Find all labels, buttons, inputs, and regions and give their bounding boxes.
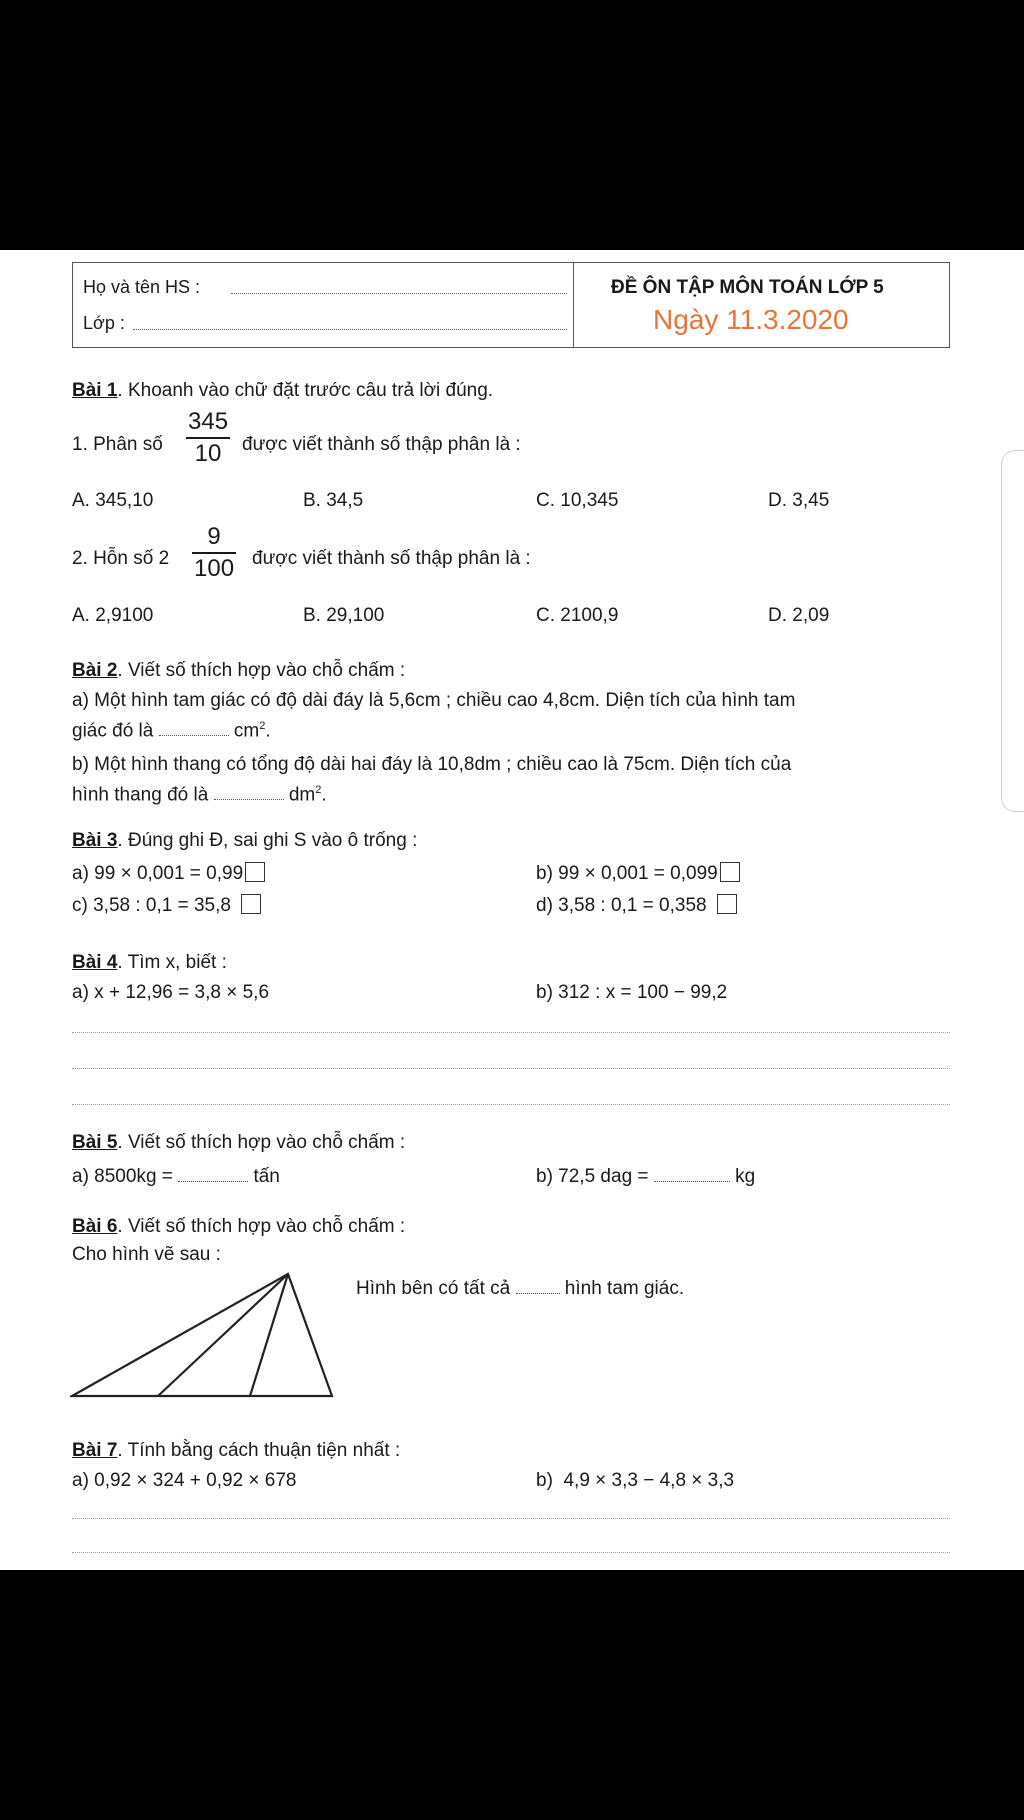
fraction-bar [186,437,230,439]
bai5-b [536,1166,755,1188]
bai1-q1-option-c[interactable]: C. 10,345 [536,490,619,511]
scroll-edge-handle[interactable] [1001,450,1024,812]
answer-box[interactable] [241,894,261,914]
bai1-q2-option-d[interactable]: D. 2,09 [768,605,830,626]
bai2-a-period: . [265,720,271,742]
bai5-b-unit: kg [735,1166,756,1187]
bai1-q2-fraction [192,523,236,583]
bai7-a: a) 0,92 × 324 + 0,92 × 678 [72,1470,297,1491]
bai2-b-unit: dm [288,784,316,806]
bai1-q2-prefix: 2. Hỗn số 2 [72,548,170,569]
bai7-b [536,1470,734,1492]
worksheet-title: ĐỀ ÔN TẬP MÔN TOÁN LỚP 5 [611,277,884,298]
answer-box[interactable] [720,862,740,882]
bai4-a: a) x + 12,96 = 3,8 × 5,6 [72,982,270,1003]
bai1-heading-line [72,380,493,402]
answer-line[interactable] [72,1552,950,1553]
bai5-a [72,1166,280,1188]
bai2-b-period: . [321,784,327,806]
bai2-instruction: . Viết số thích hợp vào chỗ chấm : [117,660,406,681]
bai6-blank[interactable] [516,1279,560,1294]
bai7-heading: Bài 7 [72,1440,118,1461]
answer-box[interactable] [717,894,737,914]
bai1-q1-option-a[interactable]: A. 345,10 [72,490,154,511]
fraction-bar [192,552,236,554]
bai2-b-text: hình thang đó là [72,784,209,806]
answer-line[interactable] [72,1518,950,1519]
bai5-b-blank[interactable] [654,1167,730,1182]
bai6-heading: Bài 6 [72,1216,118,1237]
bai3-item-c [72,894,261,917]
bai7-b-expression: 4,9 × 3,3 − 4,8 × 3,3 [563,1470,735,1491]
bai1-q2-option-c[interactable]: C. 2100,9 [536,605,619,626]
bai4-b: b) 312 : x = 100 − 99,2 [536,982,728,1003]
fraction-denominator: 100 [194,555,235,582]
bai2-a-exponent: 2 [259,720,266,732]
bai1-q2-option-a[interactable]: A. 2,9100 [72,605,154,626]
bai5-b-prefix: b) 72,5 dag = [536,1166,649,1187]
bai3-item-b [536,862,740,885]
bai5-a-unit: tấn [253,1166,280,1187]
answer-line[interactable] [72,1068,950,1069]
student-name-label: Họ và tên HS : [83,277,201,297]
bai6-question-prefix: Hình bên có tất cả [356,1278,511,1299]
bai2-b-line2 [72,784,327,806]
bai6-question-suffix: hình tam giác. [564,1278,685,1299]
bai3-heading: Bài 3 [72,830,118,851]
bai3-item-d [536,894,737,917]
bai2-a-blank[interactable] [159,721,229,736]
bai3-item-b-text: b) 99 × 0,001 = 0,099 [536,863,718,884]
fraction-numerator: 345 [188,408,229,435]
bai6-intro: Cho hình vẽ sau : [72,1244,221,1265]
bai6-instruction: . Viết số thích hợp vào chỗ chấm : [117,1216,406,1237]
answer-line[interactable] [72,1032,950,1033]
bai6-heading-line [72,1216,405,1238]
fraction-numerator: 9 [207,523,221,550]
worksheet-date: Ngày 11.3.2020 [653,304,849,335]
bai2-b-line1: b) Một hình thang có tổng độ dài hai đáy là 10,8dm ; chiều cao là 75cm. Diện tích của [72,754,792,775]
bai4-heading: Bài 4 [72,952,118,973]
bai1-q1-prefix: 1. Phân số [72,434,163,455]
bai7-heading-line [72,1440,400,1462]
bai1-q2-option-b[interactable]: B. 29,100 [303,605,385,626]
bai1-q2-suffix: được viết thành số thập phân là : [252,548,531,569]
bai2-heading: Bài 2 [72,660,118,681]
class-label: Lớp : [83,313,125,333]
bai4-instruction: . Tìm x, biết : [117,952,227,973]
header-divider [573,263,574,347]
bai4-heading-line [72,952,227,974]
student-name-blank[interactable] [231,293,567,294]
class-blank[interactable] [133,329,567,330]
outer-triangle [72,1274,332,1396]
bai2-a-line1: a) Một hình tam giác có độ dài đáy là 5,6cm ; chiều cao 4,8cm. Diện tích của hình tam [72,690,796,711]
bai3-item-a-text: a) 99 × 0,001 = 0,99 [72,863,244,884]
bai1-q1-option-b[interactable]: B. 34,5 [303,490,364,511]
bai3-item-d-text: d) 3,58 : 0,1 = 0,358 [536,895,707,916]
bai1-q1-option-d[interactable]: D. 3,45 [768,490,830,511]
bai2-a-line2 [72,720,271,742]
bai6-question [356,1278,684,1300]
bai5-instruction: . Viết số thích hợp vào chỗ chấm : [117,1132,406,1153]
answer-line[interactable] [72,1104,950,1105]
bai1-instruction: . Khoanh vào chữ đặt trước câu trả lời đúng. [117,380,494,401]
bai3-item-a [72,862,265,885]
header-box [72,262,950,348]
fraction-denominator: 10 [194,440,222,467]
bai2-a-unit: cm [233,720,260,742]
bai2-heading-line [72,660,405,682]
bai5-heading: Bài 5 [72,1132,118,1153]
bai2-b-exponent: 2 [315,784,322,796]
bai1-q1-fraction [186,408,230,468]
bai5-heading-line [72,1132,405,1154]
bai7-b-label: b) [536,1470,553,1491]
bai1-heading: Bài 1 [72,380,118,401]
bai1-q1-suffix: được viết thành số thập phân là : [242,434,521,455]
triangle-figure [70,1272,340,1402]
bai5-a-prefix: a) 8500kg = [72,1166,173,1187]
bai2-a-text: giác đó là [72,720,154,742]
worksheet-page [0,250,1024,1570]
bai3-heading-line [72,830,417,852]
answer-box[interactable] [245,862,265,882]
bai3-item-c-text: c) 3,58 : 0,1 = 35,8 [72,895,231,916]
bai3-instruction: . Đúng ghi Đ, sai ghi S vào ô trống : [117,830,418,851]
bai2-b-blank[interactable] [214,785,284,800]
bai7-instruction: . Tính bằng cách thuận tiện nhất : [117,1440,401,1461]
bai5-a-blank[interactable] [178,1167,248,1182]
